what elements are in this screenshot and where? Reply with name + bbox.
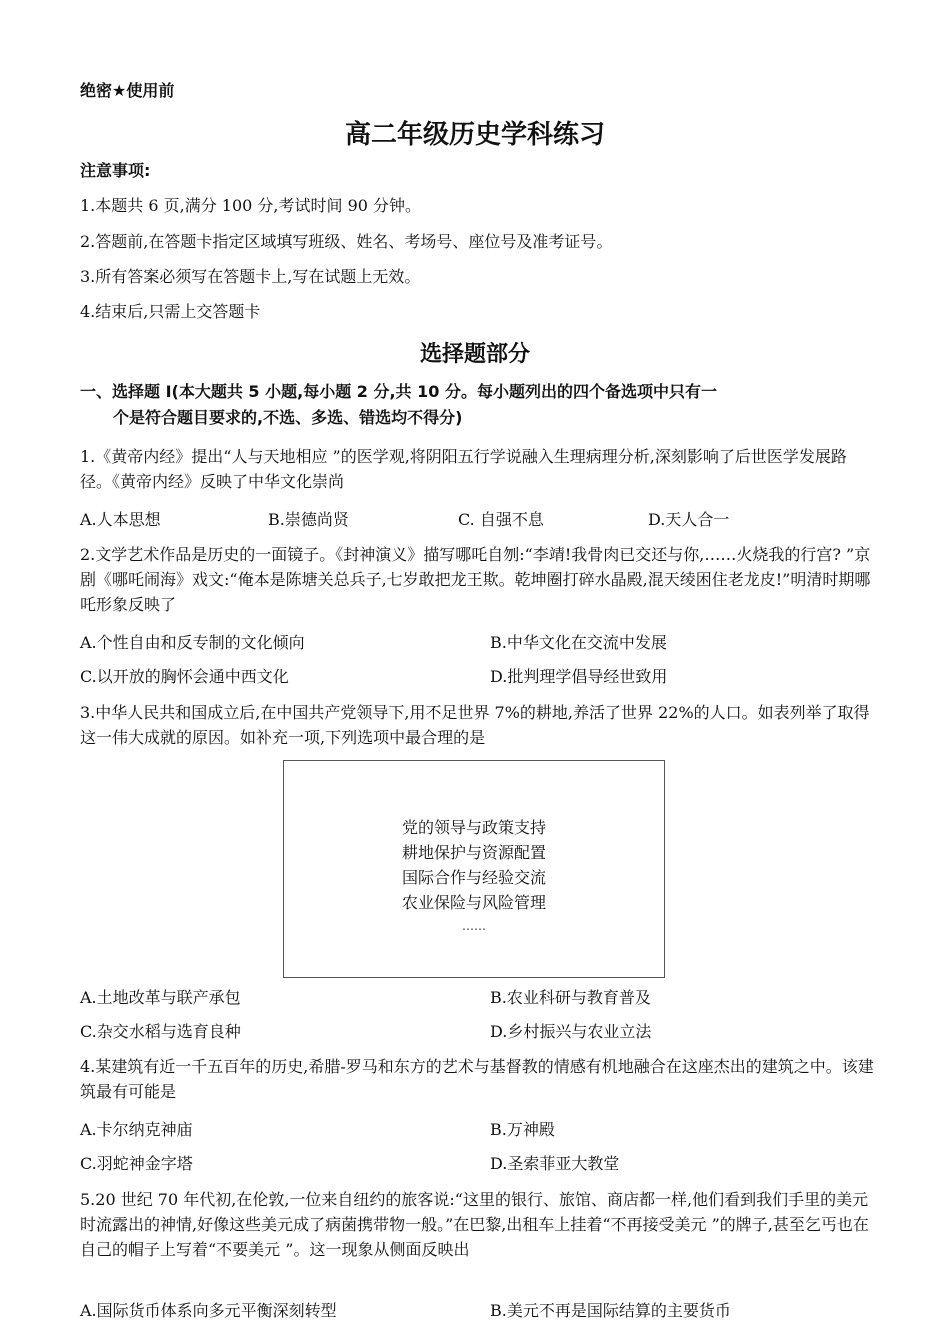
question-stem: 5.20 世纪 70 年代初,在伦敦,一位来自纽约的旅客说:“这里的银行、旅馆、商店都一样,他们看到我们手里的美元时流露出的神情,好像这些美元成了病菌携带物一般。”在巴黎,出租车上挂着“不再接受美元 ”的牌子,甚至乞丐也在自己的帽子上写着“不要美元 ”。这一现象从侧面反映出	[80, 1190, 869, 1259]
option-b: B.崇德尚贤	[268, 510, 349, 529]
option-c: C.杂交水稻与选育良种	[80, 1022, 241, 1041]
confidential-label: 绝密★使用前	[80, 81, 175, 100]
notice-item: 2.答题前,在答题卡指定区域填写班级、姓名、考场号、座位号及准考证号。	[80, 232, 613, 251]
option-d: D.乡村振兴与农业立法	[490, 1022, 652, 1041]
question-stem: 2.文学艺术作品是历史的一面镜子。《封神演义》描写哪吒自刎:“李靖!我骨肉已交还与你,……火烧我的行宫? ”京剧《哪吒闹海》戏文:“俺本是陈塘关总兵子,七岁敢把龙王欺。乾坤圈打碎水晶殿,混天绫困住老龙皮!”明清时期哪吒形象反映了	[80, 545, 871, 614]
option-b: B.农业科研与教育普及	[490, 988, 651, 1007]
option-d: D.批判理学倡导经世致用	[490, 667, 668, 686]
option-a: A.国际货币体系向多元平衡深刻转型	[80, 1301, 337, 1320]
notice-item: 4.结束后,只需上交答题卡	[80, 302, 261, 321]
option-a: A.卡尔纳克神庙	[80, 1120, 193, 1139]
notice-item: 1.本题共 6 页,满分 100 分,考试时间 90 分钟。	[80, 196, 422, 215]
option-d: D.圣索菲亚大教堂	[490, 1154, 620, 1173]
part-instructions-line1: 一、选择题 I(本大题共 5 小题,每小题 2 分,共 10 分。每小题列出的四个备选项中只有一	[80, 382, 717, 401]
option-a: A.土地改革与联产承包	[80, 988, 241, 1007]
question-stem: 3.中华人民共和国成立后,在中国共产党领导下,用不足世界 7%的耕地,养活了世界 22%的人口。如表列举了取得这一伟大成就的原因。如补充一项,下列选项中最合理的是	[80, 703, 870, 747]
part-instructions-line2: 个是符合题目要求的,不选、多选、错选均不得分)	[113, 408, 463, 427]
option-a: A.人本思想	[80, 510, 161, 529]
option-a: A.个性自由和反专制的文化倾向	[80, 633, 305, 652]
option-b: B.美元不再是国际结算的主要货币	[490, 1301, 731, 1320]
option-c: C.以开放的胸怀会通中西文化	[80, 667, 289, 686]
option-b: B.中华文化在交流中发展	[490, 633, 667, 652]
option-d: D.天人合一	[648, 510, 730, 529]
reasons-table-box	[283, 760, 665, 978]
reason-item: 农业保险与风险管理	[401, 893, 546, 912]
question-stem: 1.《黄帝内经》提出“人与天地相应 ”的医学观,将阴阳五行学说融入生理病理分析,深刻影响了后世医学发展路径。《黄帝内经》反映了中华文化崇尚	[80, 447, 847, 491]
question-stem: 4.某建筑有近一千五百年的历史,希腊-罗马和东方的艺术与基督教的情感有机地融合在这座杰出的建筑之中。该建筑最有可能是	[80, 1057, 874, 1101]
reason-item: 党的领导与政策支持	[401, 818, 546, 837]
reason-ellipsis: ……	[462, 919, 486, 933]
reason-item: 耕地保护与资源配置	[401, 843, 546, 862]
notice-item: 3.所有答案必须写在答题卡上,写在试题上无效。	[80, 267, 421, 286]
option-b: B.万神殿	[490, 1120, 555, 1139]
option-c: C. 自强不息	[458, 510, 544, 529]
reason-item: 国际合作与经验交流	[401, 868, 546, 887]
section-title: 选择题部分	[419, 342, 530, 367]
notice-heading: 注意事项:	[80, 161, 151, 180]
page-title: 高二年级历史学科练习	[344, 120, 605, 150]
option-c: C.羽蛇神金字塔	[80, 1154, 193, 1173]
